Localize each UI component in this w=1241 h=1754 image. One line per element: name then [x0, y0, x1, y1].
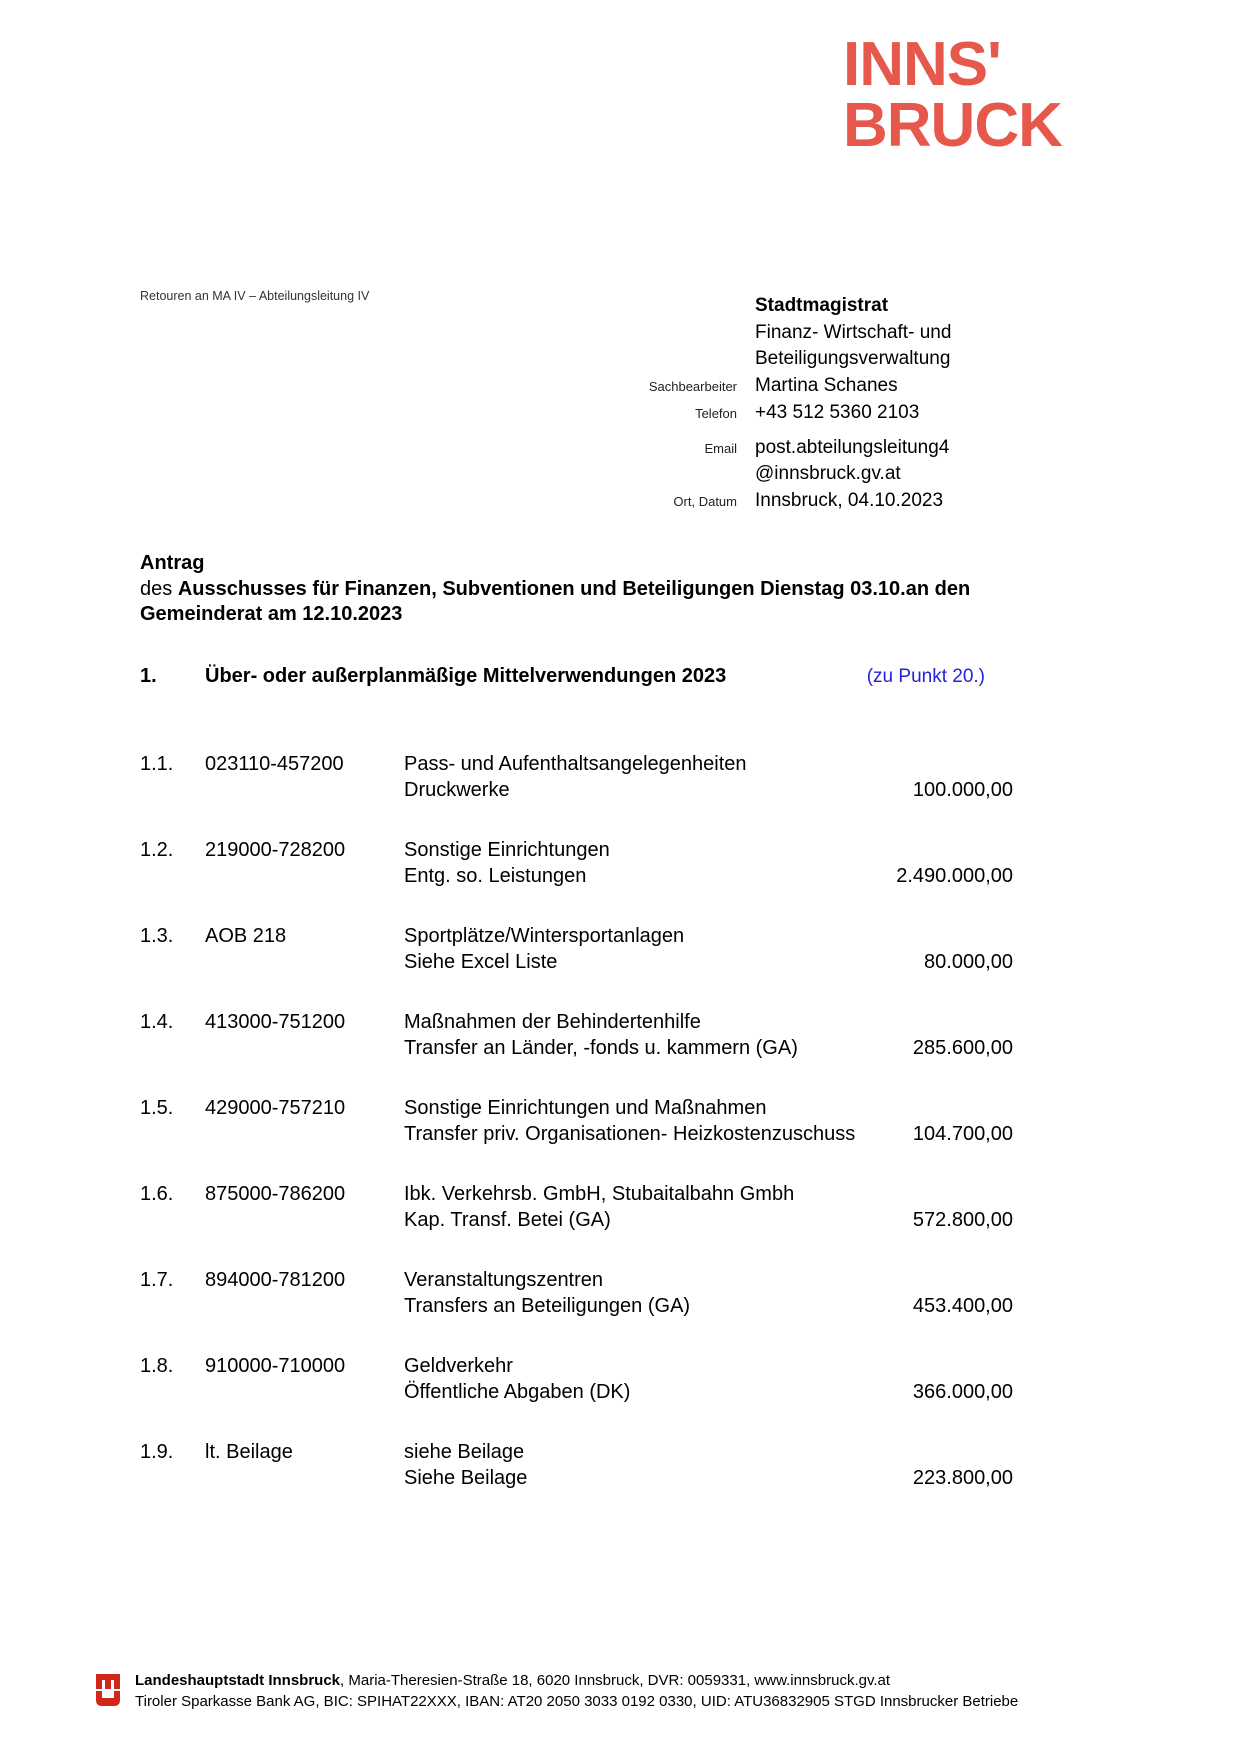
item-description-line2: Druckwerke: [404, 779, 510, 801]
sachbearbeiter-value: Martina Schanes: [755, 374, 898, 396]
item-number: 1.6.: [140, 1183, 174, 1205]
item-description-line2: Siehe Beilage: [404, 1467, 528, 1489]
item-code: 023110-457200: [205, 753, 344, 775]
section-number: 1.: [140, 665, 157, 687]
innsbruck-coat-of-arms-icon: [96, 1674, 120, 1706]
footer-line1: Landeshauptstadt Innsbruck, Maria-Theresien-Straße 18, 6020 Innsbruck, DVR: 0059331, www.innsbruck.gv.at: [135, 1672, 891, 1689]
item-description-line1: Veranstaltungszentren: [404, 1269, 604, 1291]
item-code: AOB 218: [205, 925, 287, 947]
item-description-line2: Transfer an Länder, -fonds u. kammern (GA): [404, 1037, 798, 1059]
item-number: 1.1.: [140, 753, 174, 775]
page-footer: [96, 1671, 1018, 1712]
innsbruck-logo: [843, 30, 1062, 160]
item-description-line2: Transfer priv. Organisationen- Heizkostenzuschuss: [404, 1123, 856, 1145]
item-description-line1: Geldverkehr: [404, 1355, 513, 1377]
list-item: [140, 1353, 1013, 1405]
list-item: [140, 1095, 1013, 1147]
label-email: Email: [704, 440, 737, 456]
label-telefon: Telefon: [695, 406, 737, 421]
list-item: [140, 1181, 1013, 1233]
list-item: [140, 837, 1013, 889]
list-item: [140, 751, 1013, 803]
org-department-line1: Finanz- Wirtschaft- und: [755, 321, 952, 343]
item-amount: 2.490.000,00: [896, 865, 1013, 887]
item-description-line1: Sonstige Einrichtungen und Maßnahmen: [404, 1097, 767, 1119]
item-code: 219000-728200: [205, 839, 346, 861]
item-amount: 223.800,00: [912, 1467, 1013, 1489]
telefon-value: +43 512 5360 2103: [755, 402, 920, 423]
item-description-line2: Kap. Transf. Betei (GA): [404, 1209, 611, 1231]
item-number: 1.7.: [140, 1269, 174, 1291]
item-description-line1: siehe Beilage: [404, 1441, 525, 1463]
title-line2: des Ausschusses für Finanzen, Subventionen und Beteiligungen Dienstag 03.10.an den: [140, 577, 971, 600]
item-amount: 100.000,00: [912, 779, 1013, 801]
ort-datum-value: Innsbruck, 04.10.2023: [755, 489, 944, 511]
item-code: 875000-786200: [205, 1183, 346, 1205]
item-description-line1: Ibk. Verkehrsb. GmbH, Stubaitalbahn Gmbh: [404, 1183, 795, 1205]
logo-line2: BRUCK: [843, 91, 1062, 160]
section-title: Über- oder außerplanmäßige Mittelverwendungen 2023: [205, 665, 727, 687]
item-code: lt. Beilage: [205, 1441, 293, 1463]
item-description-line1: Sportplätze/Wintersportanlagen: [404, 925, 685, 947]
item-description-line1: Maßnahmen der Behindertenhilfe: [404, 1011, 701, 1033]
item-number: 1.4.: [140, 1011, 174, 1033]
document-title: [140, 551, 970, 628]
email-line1: post.abteilungsleitung4: [755, 436, 950, 458]
item-amount: 453.400,00: [912, 1295, 1013, 1317]
logo-line1: INNS': [843, 30, 1001, 99]
title-line1: Antrag: [140, 552, 205, 574]
return-address-line: Retouren an MA IV – Abteilungsleitung IV: [140, 289, 370, 303]
item-amount: 104.700,00: [912, 1123, 1013, 1145]
org-department-line2: Beteiligungsverwaltung: [755, 348, 951, 369]
item-amount: 366.000,00: [912, 1381, 1013, 1403]
item-description-line2: Transfers an Beteiligungen (GA): [404, 1295, 691, 1317]
label-sachbearbeiter: Sachbearbeiter: [648, 378, 737, 394]
email-line2: @innsbruck.gv.at: [755, 463, 901, 484]
item-description-line2: Öffentliche Abgaben (DK): [404, 1381, 631, 1403]
items-list: [140, 751, 1013, 1525]
label-ort-datum: Ort, Datum: [673, 493, 737, 509]
item-number: 1.8.: [140, 1355, 174, 1377]
section-heading: [140, 665, 1013, 688]
item-amount: 80.000,00: [924, 951, 1013, 973]
list-item: [140, 1267, 1013, 1319]
footer-line2: Tiroler Sparkasse Bank AG, BIC: SPIHAT22XXX, IBAN: AT20 2050 3033 0192 0330, UID: ATU36832905 STGD Innsbrucker Betriebe: [135, 1692, 1019, 1710]
email-value: [755, 435, 951, 488]
item-number: 1.3.: [140, 925, 174, 947]
contact-info-block: [607, 293, 951, 515]
title-line3: Gemeinderat am 12.10.2023: [140, 603, 403, 625]
item-number: 1.9.: [140, 1441, 174, 1463]
section-point-link[interactable]: (zu Punkt 20.): [866, 666, 985, 687]
list-item: [140, 1009, 1013, 1061]
item-number: 1.2.: [140, 839, 174, 861]
item-code: 910000-710000: [205, 1355, 346, 1377]
item-code: 413000-751200: [205, 1011, 346, 1033]
item-description-line2: Siehe Excel Liste: [404, 951, 558, 973]
item-description-line1: Pass- und Aufenthaltsangelegenheiten: [404, 753, 747, 775]
item-amount: 572.800,00: [912, 1209, 1013, 1231]
item-amount: 285.600,00: [912, 1037, 1013, 1059]
item-description-line1: Sonstige Einrichtungen: [404, 839, 610, 861]
list-item: [140, 1439, 1013, 1491]
item-code: 429000-757210: [205, 1097, 346, 1119]
item-description-line2: Entg. so. Leistungen: [404, 865, 587, 887]
item-code: 894000-781200: [205, 1269, 346, 1291]
list-item: [140, 923, 1013, 975]
org-name: Stadtmagistrat: [755, 295, 889, 316]
item-number: 1.5.: [140, 1097, 174, 1119]
